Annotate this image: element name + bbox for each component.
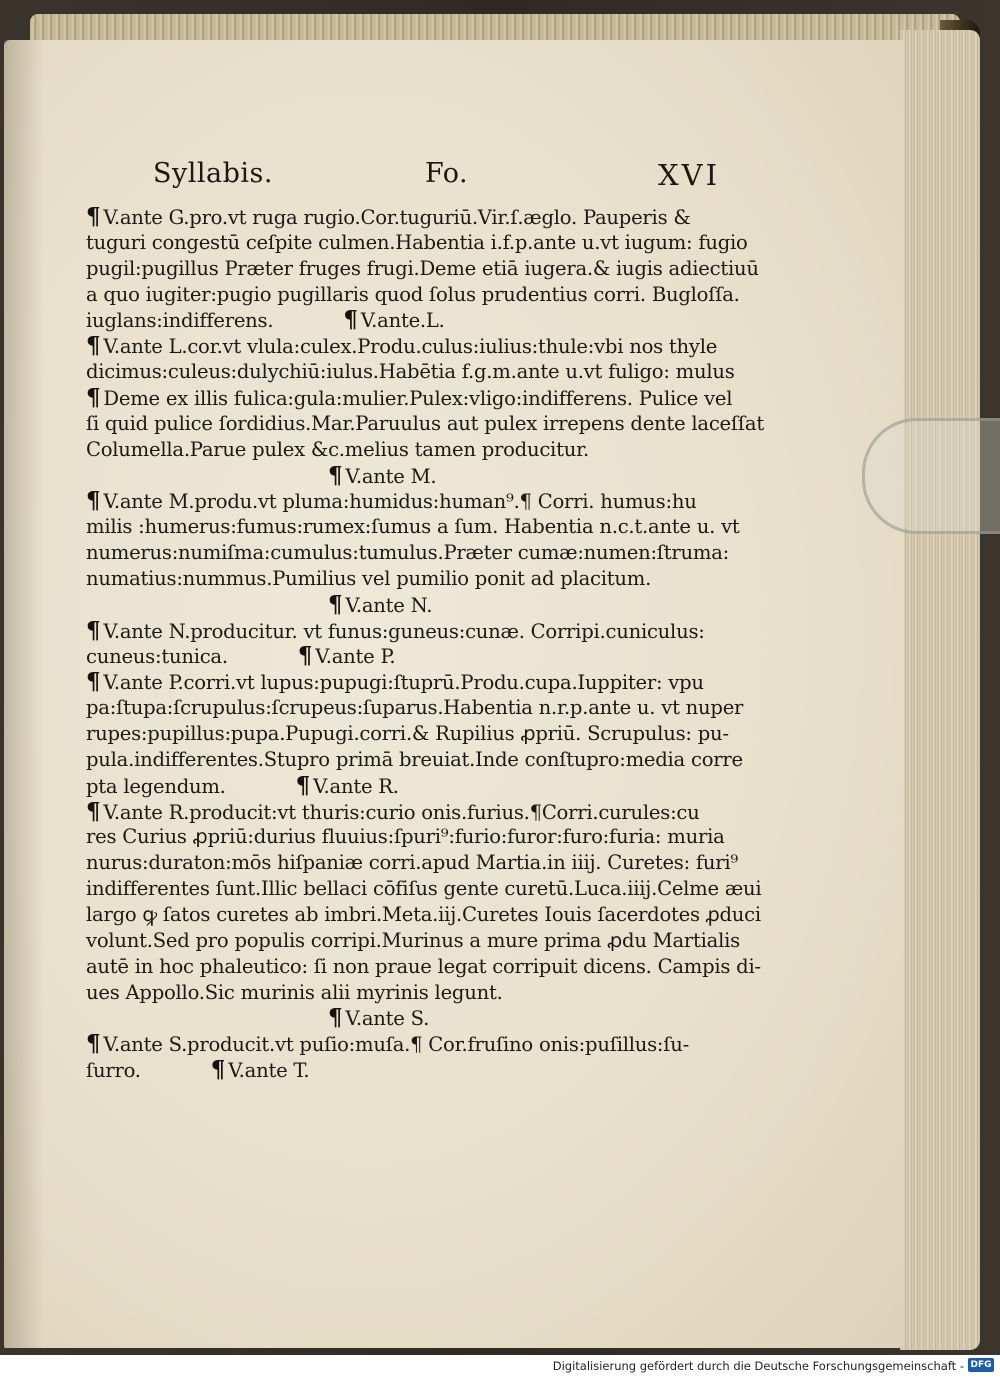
text-line [328,463,1000,490]
line-text: dicimus:culeus:dulychiū:iulus.Habētia f.g.m.ante u.vt fuligo: mulus [86,360,735,384]
line-text: V.ante L.cor.vt vlula:culex.Produ.culus:iulius:thule:vbi nos thyle [103,335,718,359]
text-line [86,540,766,566]
dfg-logo: DFG [968,1358,994,1372]
footer-credit: Digitalisierung gefördert durch die Deutsche Forschungsgemeinschaft - [552,1359,964,1373]
pilcrow-mark: ¶ [328,590,343,618]
text-line [86,333,766,360]
line-text: pula.indifferentes.Stupro primā breuiat.Inde conſtupro:media corre [86,747,743,771]
text-line [86,204,766,231]
line-text: V.ante M. [345,464,437,488]
text-line [86,643,766,670]
line-text: a quo iugiter:pugio pugillaris quod ſolus prudentius corri. Bugloſſa. [86,282,740,306]
text-line [86,669,766,696]
text-line [328,592,1000,619]
line-text: indifferentes ſunt.Illic bellaci cōfiſus gente curetū.Luca.iiij.Celme æui [86,877,762,901]
section-heading: V.ante.L. [360,309,445,333]
text-line [86,773,766,800]
folio-number: XVI [658,158,721,192]
line-text: res Curius ꝓpriū:durius fluuius:ſpuri⁹:furio:furor:furo:furia: muria [86,825,725,849]
text-line [86,411,766,437]
text-line [86,954,766,980]
section-heading: V.ante P. [315,645,396,669]
text-line [86,1031,766,1058]
section-heading: V.ante R. [313,774,399,798]
text-line [86,876,766,902]
line-text: Columella.Parue pulex &c.melius tamen producitur. [86,437,590,461]
book-page-edges [900,30,980,1350]
line-text: milis :humerus:fumus:rumex:ſumus a ſum. Habentia n.c.t.ante u. vt [86,515,740,539]
pilcrow-mark: ¶ [86,332,101,360]
text-line [86,747,766,773]
line-text: cuneus:tunica. [86,645,228,669]
text-line [86,618,766,645]
text-line [86,1057,766,1084]
pilcrow-mark: ¶ [86,487,101,515]
line-text: ſi quid pulice ſordidius.Mar.Paruulus aut pulex irrepens dente laceſſat [86,411,764,435]
pilcrow-mark: ¶ [343,306,358,334]
pilcrow-mark: ¶ [86,1030,101,1058]
running-head-left: Syllabis. [153,158,273,189]
line-text: numerus:numiſma:cumulus:tumulus.Præter cumæ:numen:ſtruma: [86,541,730,565]
line-text: V.ante N.producitur. vt funus:guneus:cunæ. Corripi.cuniculus: [103,619,705,643]
text-line [86,850,766,876]
pilcrow-mark: ¶ [86,797,101,825]
text-line [86,437,766,463]
text-line [86,307,766,334]
line-text: V.ante N. [345,593,433,617]
line-text: ſurro. [86,1059,141,1083]
pilcrow-mark: ¶ [86,383,101,411]
text-line [86,799,766,826]
pilcrow-mark: ¶ [328,1004,343,1032]
line-text: V.ante P.corri.vt lupus:pupugi:ſtuprū.Produ.cupa.Iuppiter: vpu [103,671,704,695]
line-text: pta legendum. [86,774,226,798]
text-line [86,488,766,515]
line-text: V.ante M.produ.vt pluma:humidus:human⁹.¶ Corri. humus:hu [103,490,697,514]
line-text: nurus:duraton:mōs hiſpaniæ corri.apud Martia.in iiij. Curetes: furi⁹ [86,851,739,875]
text-line [86,902,766,928]
line-text: iuglans:indifferens. [86,309,274,333]
pilcrow-mark: ¶ [86,616,101,644]
line-text: pugil:pugillus Præter fruges frugi.Deme etiā iugera.& iugis adiectiuū [86,256,759,280]
line-text: V.ante S.producit.vt puſio:muſa.¶ Cor.fruſino onis:puſillus:ſu- [103,1033,690,1057]
line-text: Deme ex illis fulica:gula:mulier.Pulex:vligo:indifferens. Pulice vel [103,386,733,410]
pilcrow-mark: ¶ [295,771,311,799]
line-text: volunt.Sed pro populis corripi.Murinus a mure prima ꝓdu Martialis [86,928,740,952]
line-text: V.ante R.producit:vt thuris:curio onis.furius.¶Corri.curules:cu [103,800,700,824]
text-line [86,824,766,850]
line-text: pa:ſtupa:ſcrupulus:ſcrupeus:ſuparus.Habentia n.r.p.ante u. vt nuper [86,696,744,720]
text-line [86,928,766,954]
line-text: rupes:pupillus:pupa.Pupugi.corri.& Rupilius ꝓpriū. Scrupulus: pu- [86,722,729,745]
text-line [86,385,766,412]
line-text: tuguri congestū ceſpite culmen.Habentia i.f.p.ante u.vt iugum: fugio [86,230,748,254]
pilcrow-mark: ¶ [210,1056,226,1084]
line-text: numatius:nummus.Pumilius vel pumilio ponit ad placitum. [86,566,652,590]
section-heading: V.ante T. [228,1059,310,1083]
running-head-center: Fo. [425,158,469,189]
text-line [86,230,766,256]
text-line [86,514,766,540]
text-line [86,980,766,1006]
text-line [86,566,766,592]
line-text: V.ante S. [345,1007,430,1031]
text-line [86,721,766,747]
text-line [86,256,766,282]
pilcrow-mark: ¶ [328,461,343,489]
line-text: autē in hoc phaleutico: ſi non praue legat corripuit dicens. Campis di- [86,954,761,978]
text-line [86,695,766,721]
pilcrow-mark: ¶ [297,642,313,670]
line-text: V.ante G.pro.vt ruga rugio.Cor.tuguriū.Vir.ſ.æglo. Pauperis & [103,206,691,229]
text-line [328,1005,1000,1032]
text-line [86,359,766,385]
line-text: largo ꝙ ſatos curetes ab imbri.Meta.iij.Curetes Iouis ſacerdotes ꝓduci [86,902,761,926]
pilcrow-mark: ¶ [86,203,101,230]
pilcrow-mark: ¶ [86,668,101,696]
page-gutter-shadow [4,40,44,1348]
line-text: ues Appollo.Sic murinis alii myrinis legunt. [86,980,503,1004]
text-line [86,282,766,308]
